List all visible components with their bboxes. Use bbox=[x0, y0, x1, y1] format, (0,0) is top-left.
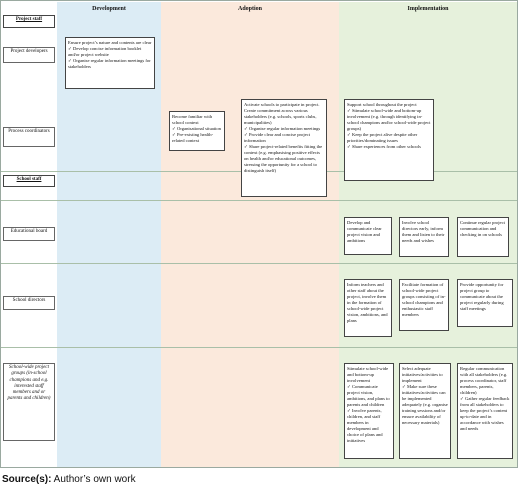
box-imp-directors-1: Inform teachers and other staff about the project, involve them in the formation of school-wide project vision, ambitions, and plans bbox=[344, 279, 392, 337]
box-imp-board-3: Continue regular project communication and checking in on schools bbox=[457, 217, 509, 257]
box-imp-board-1: Develop and communicate clear project vision and ambitions bbox=[344, 217, 392, 255]
development-header: Development bbox=[92, 6, 126, 12]
box-adoption-activate: Activate schools to participate in project. Create commitment across various stakeholders (e.g. schools, sports clubs, municipalities) ✓ Organise regular information meetings ✓ Provide clear and concise project information ✓ Share project-related benefits fitting the context (e.g. emphasising positive effects on health and/or educational outcomes, stressing the opportunity for a school to distinguish itself) bbox=[241, 99, 327, 197]
adoption-header: Adoption bbox=[237, 6, 262, 12]
row-divider bbox=[1, 347, 517, 348]
row-label-educational-board: Educational board bbox=[3, 227, 55, 241]
box-imp-groups-1: Stimulate school-wide and bottom-up involvement ✓ Communicate project vision, ambitions, and plans to parents and children ✓ Involve parents, children, and staff members in development and choice of plans and initiatives bbox=[344, 363, 394, 459]
source-caption bbox=[2, 474, 136, 485]
source-text: Author’s own work bbox=[51, 474, 136, 485]
source-label: Source(s): bbox=[2, 474, 52, 485]
row-label-process-coordinators: Process coordinators bbox=[3, 127, 55, 147]
row-divider bbox=[1, 263, 517, 264]
box-imp-groups-2: Select adequate initiatives/activities to implement ✓ Make sure these initiatives/activities can be implemented adequately (e.g. organise training sessions and/or ensure availability of necessary materials) bbox=[399, 363, 451, 459]
row-label-school-directors: School directors bbox=[3, 296, 55, 310]
box-adoption-familiar: Become familiar with school context ✓ Organisational situation ✓ Pre-existing health-related context bbox=[169, 111, 225, 151]
box-dev-project-developers: Ensure project’s nature and contents are clear ✓ Develop concise information booklet and/or project website ✓ Organise regular information meetings for stakeholders bbox=[65, 37, 155, 89]
box-imp-support: Support school throughout the project ✓ Stimulate school-wide and bottom-up involvement (e.g. through identifying in-school champions and/or school-wide project groups) ✓ Keep the project alive despite other priorities/dominating issues ✓ Share experiences from other schools bbox=[344, 99, 434, 181]
implementation-header: Implementation bbox=[407, 6, 449, 12]
adoption-column bbox=[161, 2, 340, 467]
row-label-project-developers: Project developers bbox=[3, 47, 55, 63]
row-label-school-wide-groups: School-wide project groups (in-school champions and e.g. interested staff members and or parents and children) bbox=[3, 363, 55, 441]
row-divider bbox=[1, 200, 517, 201]
box-imp-directors-2: Facilitate formation of school-wide project groups consisting of in-school champions and enthusiastic staff members bbox=[399, 279, 449, 331]
row-label-school-staff: School staff bbox=[3, 175, 55, 187]
box-imp-board-2: Involve school directors early, inform them and listen to their needs and wishes bbox=[399, 217, 449, 257]
row-label-project-staff: Project staff bbox=[3, 15, 55, 28]
box-imp-directors-3: Provide opportunity for project group to communicate about the project regularly during staff meetings bbox=[457, 279, 513, 327]
box-imp-groups-3: Regular communication with all stakeholders (e.g. process coordinator, staff members, parents, children) ✓ Gather regular feedback from all stakeholders to keep the project’s content up-to-date and in accordance with wishes and needs bbox=[457, 363, 513, 459]
